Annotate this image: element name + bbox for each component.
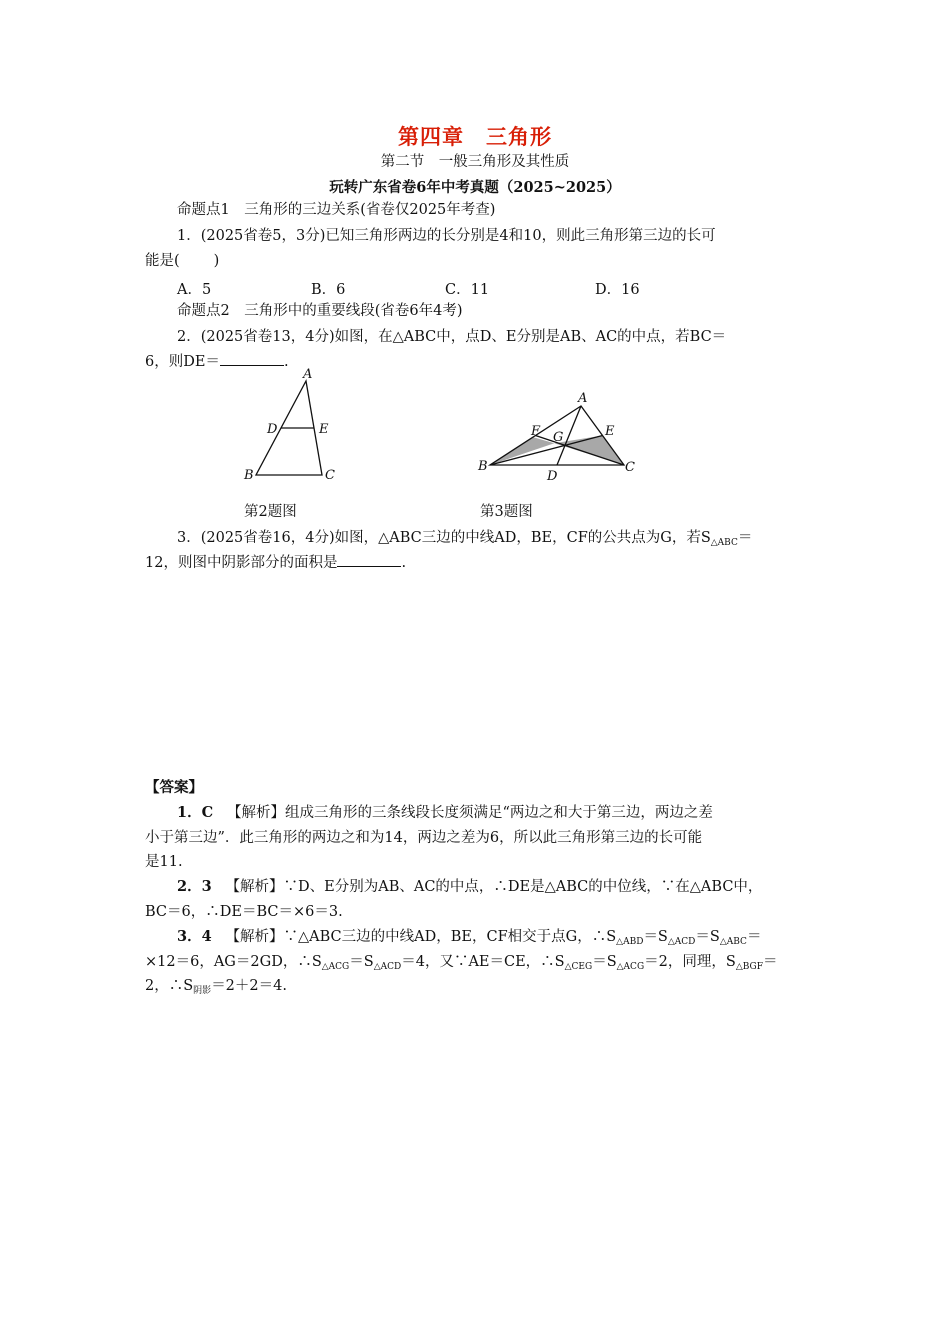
- label-d: D: [547, 469, 558, 484]
- label-e: E: [605, 424, 615, 439]
- a3-line-2-a: ×12＝6，AG＝2GD，∴S: [145, 954, 322, 970]
- section-title: 第二节 一般三角形及其性质: [380, 154, 570, 170]
- topic-1: 命题点1 三角形的三边关系(省卷仅2025年考查): [177, 202, 496, 218]
- exam-heading: 玩转广东省卷6年中考真题（2025~2025）: [329, 179, 621, 196]
- option-d: D．16: [595, 282, 640, 298]
- figure-3-caption: 第3题图: [480, 504, 533, 520]
- answer-2-number: 2．3: [177, 878, 212, 895]
- answer-3-number: 3．4: [177, 928, 212, 945]
- label-a: A: [303, 367, 313, 382]
- topic-2: 命题点2 三角形中的重要线段(省卷6年4考): [177, 303, 463, 319]
- question-1-line-1: 1．(2025省卷5，3分)已知三角形两边的长分别是4和10，则此三角形第三边的长可: [177, 228, 716, 244]
- answer-1-line-3: 是11.: [145, 854, 183, 870]
- a3-line-3-a: 2，∴S: [145, 978, 194, 994]
- a3-line-2-e: ＝2，同理，S: [644, 954, 736, 970]
- question-3-line-2-start: 12，则图中阴影部分的面积是: [145, 555, 338, 571]
- sub-abd: △ABD: [616, 937, 644, 947]
- sub-abc: △ABC: [719, 937, 747, 947]
- sub-shade: 阴影: [193, 986, 212, 996]
- question-1-line-2-end: ): [213, 253, 220, 269]
- eq-2: ＝S: [695, 929, 720, 945]
- answer-1-number: 1．C: [177, 804, 214, 821]
- label-a: A: [578, 391, 588, 406]
- eq-1: ＝S: [643, 929, 668, 945]
- sub-acg: △ACG: [321, 962, 350, 972]
- question-2-line-2-start: 6，则DE＝: [145, 354, 220, 370]
- a3-line-2-d: ＝S: [592, 954, 617, 970]
- chapter-title: 第四章 三角形: [398, 124, 552, 149]
- answer-blank: [337, 552, 401, 567]
- sub-acg-2: △ACG: [616, 962, 645, 972]
- label-b: B: [478, 459, 488, 474]
- option-a: A．5: [177, 282, 212, 298]
- sub-bgf: △BGF: [735, 962, 763, 972]
- question-1-line-2-start: 能是(: [145, 253, 180, 269]
- label-e: E: [319, 422, 329, 437]
- figure-2-triangle: [230, 365, 350, 485]
- answer-1-line-1: [177, 801, 713, 825]
- answer-3-text: 【解析】∵△ABC三边的中线AD，BE，CF相交于点G，∴S: [225, 929, 617, 945]
- label-b: B: [244, 468, 254, 483]
- label-c: C: [625, 460, 635, 475]
- answer-2-line-1: [177, 875, 762, 899]
- figure-3-triangle: [470, 385, 640, 485]
- sub-acd-2: △ACD: [373, 962, 402, 972]
- answer-1-line-2: 小于第三边”．此三角形的两边之和为14，两边之差为6，所以此三角形第三边的长可能: [145, 830, 703, 846]
- answer-3-line-3: [145, 974, 287, 1003]
- area-subscript: △ABC: [710, 538, 738, 548]
- question-1-line-2: [145, 249, 219, 273]
- answers-title: 【答案】: [145, 779, 203, 796]
- question-3-line-2-end: .: [401, 555, 407, 571]
- eq-3: ＝: [746, 929, 762, 945]
- option-c: C．11: [445, 282, 490, 298]
- question-3-line-2: [145, 551, 406, 575]
- a3-line-3-b: ＝2＋2＝4.: [211, 978, 287, 994]
- answer-blank: [220, 351, 284, 366]
- answer-2-text: 【解析】∵D、E分别为AB、AC的中点，∴DE是△ABC的中位线，∵在△ABC中，: [225, 879, 763, 895]
- label-c: C: [325, 468, 335, 483]
- question-3-line-1-text: 3．(2025省卷16，4分)如图，△ABC三边的中线AD，BE，CF的公共点为G，若S: [177, 530, 711, 546]
- a3-line-2-c: ＝4，又∵AE＝CE，∴S: [401, 954, 565, 970]
- question-3-line-1-end: ＝: [737, 530, 753, 546]
- question-2-line-2-end: .: [283, 354, 289, 370]
- sub-acd: △ACD: [667, 937, 696, 947]
- sub-ceg: △CEG: [564, 962, 593, 972]
- label-d: D: [267, 422, 278, 437]
- figure-2-caption: 第2题图: [244, 504, 297, 520]
- a3-line-2-f: ＝: [762, 954, 778, 970]
- label-f: F: [531, 424, 541, 439]
- answer-2-line-2: BC＝6，∴DE＝BC＝×6＝3.: [145, 904, 343, 920]
- answer-1-text: 【解析】组成三角形的三条线段长度须满足“两边之和大于第三边，两边之差: [226, 805, 713, 821]
- option-b: B．6: [311, 282, 346, 298]
- a3-line-2-b: ＝S: [349, 954, 374, 970]
- label-g: G: [553, 430, 564, 445]
- question-2-line-1: 2．(2025省卷13，4分)如图，在△ABC中，点D、E分别是AB、AC的中点，若BC＝: [177, 329, 727, 345]
